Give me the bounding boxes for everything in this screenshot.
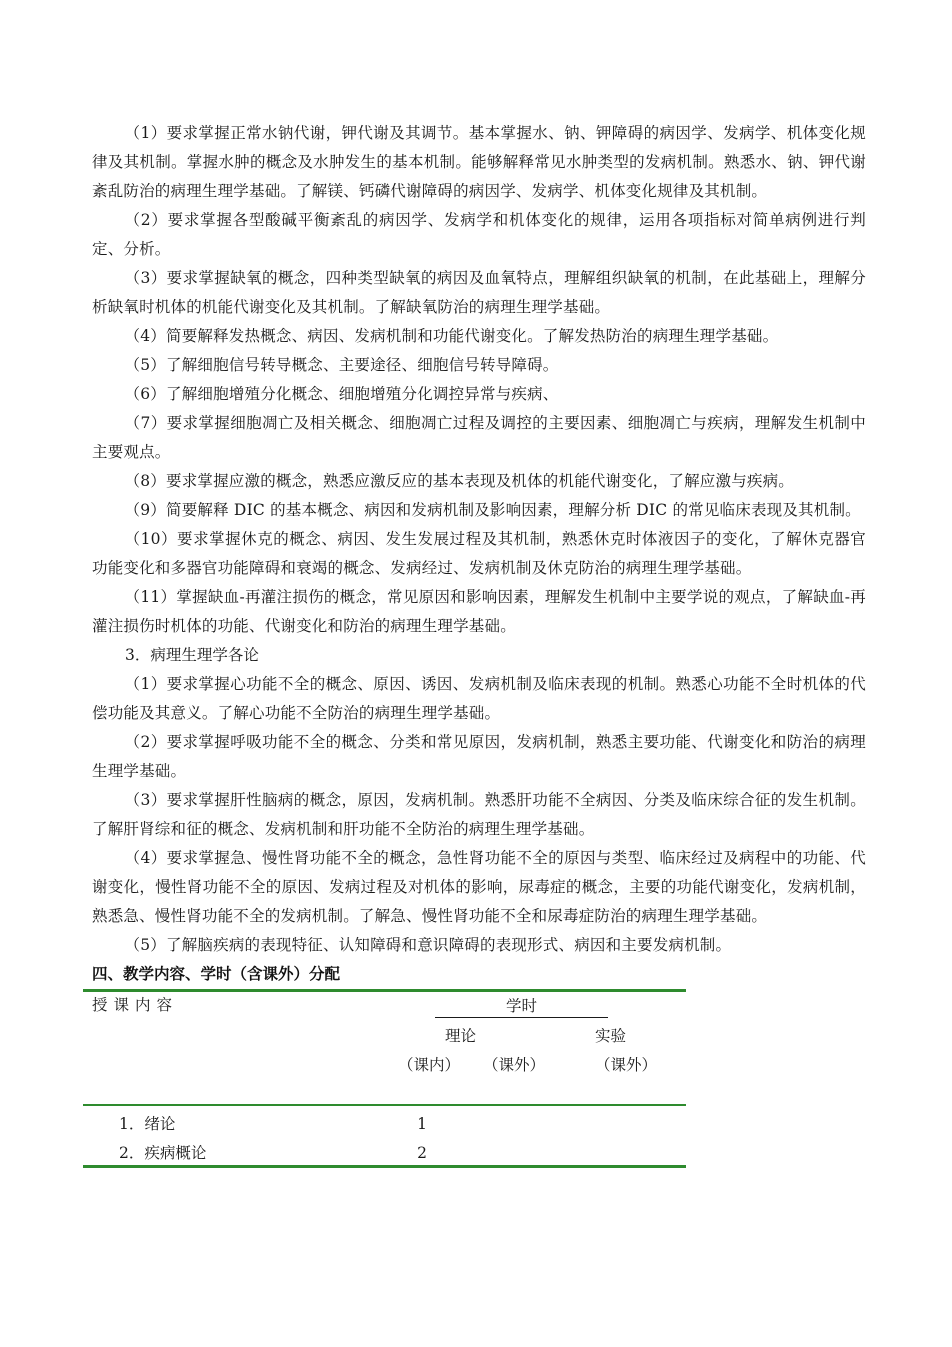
header-hours: 学时	[435, 996, 608, 1018]
header-out-class: （课外）	[483, 1056, 546, 1074]
table-row-name: 1．绪论	[119, 1115, 176, 1133]
section-3-paragraph-1: （1）要求掌握心功能不全的概念、原因、诱因、发病机制及临床表现的机制。熟悉心功能不全时机体的代偿功能及其意义。了解心功能不全防治的病理生理学基础。	[92, 675, 866, 722]
table-row-name: 2．疾病概论	[119, 1144, 207, 1162]
table-row-in-class: 2	[417, 1144, 427, 1162]
paragraph-6: （6）了解细胞增殖分化概念、细胞增殖分化调控异常与疾病、	[124, 385, 559, 403]
section-3-heading: 3．病理生理学各论	[125, 646, 259, 664]
paragraph-2: （2）要求掌握各型酸碱平衡紊乱的病因学、发病学和机体变化的规律，运用各项指标对简单病例进行判定、分析。	[92, 211, 866, 258]
paragraph-1: （1）要求掌握正常水钠代谢，钾代谢及其调节。基本掌握水、钠、钾障碍的病因学、发病学、机体变化规律及其机制。掌握水肿的概念及水肿发生的基本机制。能够解释常见水肿类型的发病机制。熟悉水、钠、钾代谢紊乱防治的病理生理学基础。了解镁、钙磷代谢障碍的病因学、发病学、机体变化规律及其机制。	[92, 124, 866, 200]
section-3-paragraph-3: （3）要求掌握肝性脑病的概念，原因，发病机制。熟悉肝功能不全病因、分类及临床综合征的发生机制。了解肝肾综和征的概念、发病机制和肝功能不全防治的病理生理学基础。	[92, 791, 866, 838]
header-lab: 实验	[595, 1027, 627, 1045]
section-3-paragraph-4: （4）要求掌握急、慢性肾功能不全的概念，急性肾功能不全的原因与类型、临床经过及病程中的功能、代谢变化，慢性肾功能不全的原因、发病过程及对机体的影响，尿毒症的概念，主要的功能代谢变化，发病机制，熟悉急、慢性肾功能不全的发病机制。了解急、慢性肾功能不全和尿毒症防治的病理生理学基础。	[92, 849, 866, 925]
section-3-paragraph-5: （5）了解脑疾病的表现特征、认知障碍和意识障碍的表现形式、病因和主要发病机制。	[124, 936, 732, 954]
paragraph-11: （11）掌握缺血-再灌注损伤的概念，常见原因和影响因素，理解发生机制中主要学说的观点，了解缺血-再灌注损伤时机体的功能、代谢变化和防治的病理生理学基础。	[92, 588, 866, 635]
paragraph-5: （5）了解细胞信号转导概念、主要途径、细胞信号转导障碍。	[124, 356, 559, 374]
section-4-heading: 四、教学内容、学时（含课外）分配	[92, 965, 341, 983]
header-in-class: （课内）	[398, 1056, 461, 1074]
table-row-in-class: 1	[417, 1115, 427, 1133]
table-top-rule	[83, 989, 686, 992]
paragraph-4: （4）简要解释发热概念、病因、发病机制和功能代谢变化。了解发热防治的病理生理学基础。	[124, 327, 779, 345]
hours-table	[83, 989, 686, 1171]
table-header-rule	[83, 1104, 686, 1106]
paragraph-7: （7）要求掌握细胞凋亡及相关概念、细胞凋亡过程及调控的主要因素、细胞凋亡与疾病，理解发生机制中主要观点。	[92, 414, 866, 461]
header-lab-out-class: （课外）	[595, 1056, 658, 1074]
header-theory: 理论	[445, 1027, 477, 1045]
header-content: 授课内容	[92, 996, 179, 1014]
paragraph-3: （3）要求掌握缺氧的概念，四种类型缺氧的病因及血氧特点，理解组织缺氧的机制，在此基础上，理解分析缺氧时机体的机能代谢变化及其机制。了解缺氧防治的病理生理学基础。	[92, 269, 866, 316]
paragraph-10: （10）要求掌握休克的概念、病因、发生发展过程及其机制，熟悉休克时体液因子的变化，了解休克器官功能变化和多器官功能障碍和衰竭的概念、发病经过、发病机制及休克防治的病理生理学基础。	[92, 530, 866, 577]
paragraph-8: （8）要求掌握应激的概念，熟悉应激反应的基本表现及机体的机能代谢变化，了解应激与疾病。	[124, 472, 795, 490]
paragraph-9: （9）简要解释 DIC 的基本概念、病因和发病机制及影响因素，理解分析 DIC 的常见临床表现及其机制。	[124, 501, 861, 519]
table-bottom-rule	[83, 1165, 686, 1168]
section-3-paragraph-2: （2）要求掌握呼吸功能不全的概念、分类和常见原因，发病机制，熟悉主要功能、代谢变化和防治的病理生理学基础。	[92, 733, 866, 780]
